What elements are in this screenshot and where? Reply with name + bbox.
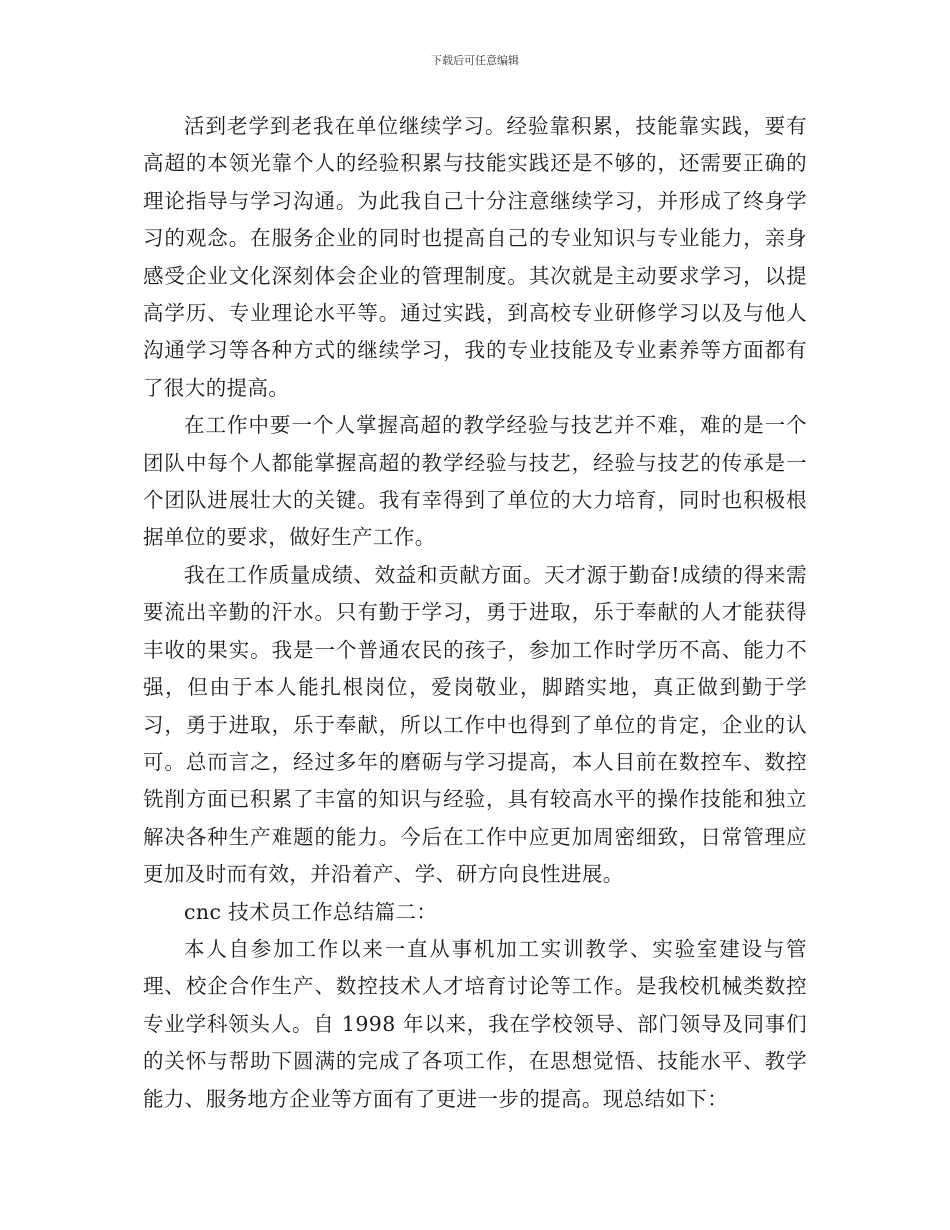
paragraph-continuing-study: 活到老学到老我在单位继续学习。经验靠积累，技能靠实践，要有高超的本领光靠个人的经验积累与技能实践还是不够的，还需要正确的理论指导与学习沟通。为此我自己十分注意继续学习，并形成了终身学习的观念。在服务企业的同时也提高自己的专业知识与专业能力，亲身感受企业文化深刻体会企业的管理制度。其次就是主动要求学习，以提高学历、专业理论水平等。通过实践，到高校专业研修学习以及与他人沟通学习等各种方式的继续学习，我的专业技能及专业素养等方面都有了很大的提高。 xyxy=(143,114,807,400)
paragraph-team-experience: 在工作中要一个人掌握高超的教学经验与技艺并不难，难的是一个团队中每个人都能掌握高超的教学经验与技艺，经验与技艺的传承是一个团队进展壮大的关键。我有幸得到了单位的大力培育，同时也积极根据单位的要求，做好生产工作。 xyxy=(143,413,807,550)
page-header: 下载后可任意编辑 xyxy=(431,54,519,67)
paragraph-work-quality: 我在工作质量成绩、效益和贡献方面。天才源于勤奋!成绩的得来需要流出辛勤的汗水。只有勤于学习，勇于进取，乐于奉献的人才能获得丰收的果实。我是一个普通农民的孩子，参加工作时学历不高、能力不强，但由于本人能扎根岗位，爱岗敬业，脚踏实地，真正做到勤于学习，勇于进取，乐于奉献，所以工作中也得到了单位的肯定，企业的认可。总而言之，经过多年的磨砺与学习提高，本人目前在数控车、数控铣削方面已积累了丰富的知识与经验，具有较高水平的操作技能和独立解决各种生产难题的能力。今后在工作中应更加周密细致，日常管理应更加及时而有效，并沿着产、学、研方向良性进展。 xyxy=(143,562,807,887)
section-heading: cnc 技术员工作总结篇二： xyxy=(184,899,438,924)
paragraph-summary-intro: 本人自参加工作以来一直从事机加工实训教学、实验室建设与管理、校企合作生产、数控技术人才培育讨论等工作。是我校机械类数控专业学科领头人。自 1998 年以来，我在学校领导、部门领导及同事们的关怀与帮助下圆满的完成了各项工作，在思想觉悟、技能水平、教学能力、服务地方企业等方面有了更进一步的提高。现总结如下： xyxy=(143,936,807,1111)
document-body xyxy=(143,108,807,1118)
